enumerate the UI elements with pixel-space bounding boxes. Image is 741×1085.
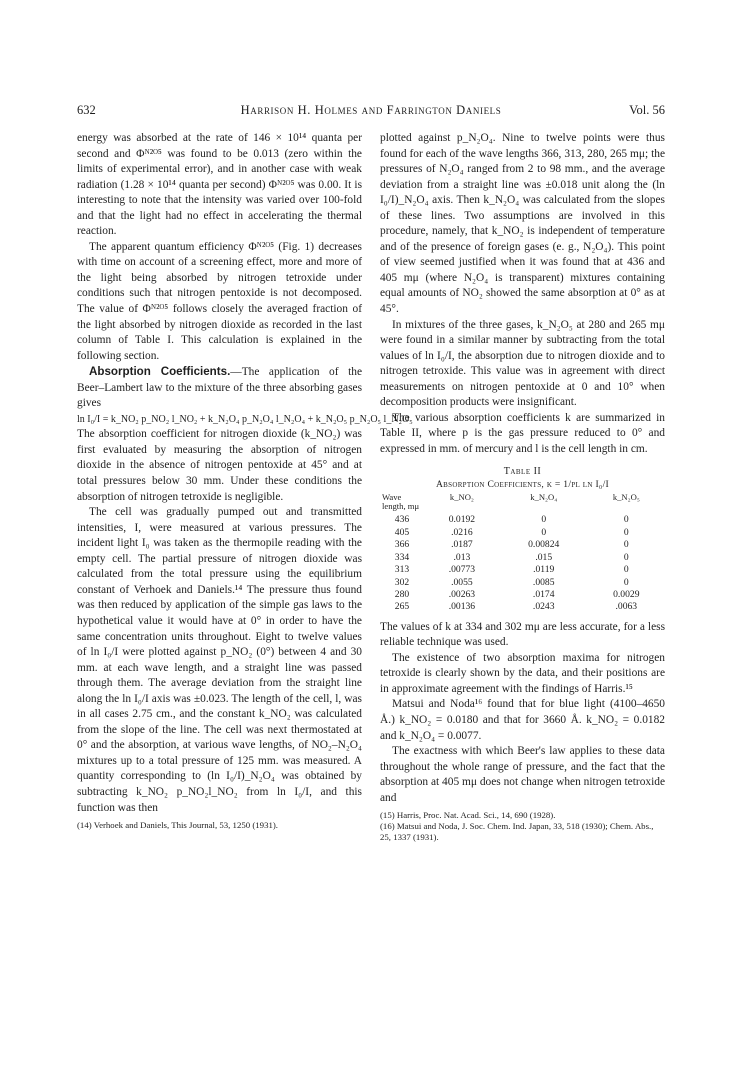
- table-cell: 366: [394, 539, 410, 551]
- table-cell: 0.0192: [448, 514, 476, 526]
- paragraph: The values of k at 334 and 302 mμ are less accurate, for a less reliable technique was used.: [380, 620, 665, 649]
- table-title: Table II: [503, 466, 542, 478]
- table-row: [380, 601, 665, 613]
- table-cell: .0119: [533, 564, 555, 576]
- column-header: k_NO₂: [449, 492, 474, 503]
- table-cell: 0: [623, 539, 629, 551]
- table-cell: .0216: [451, 526, 473, 538]
- table-cell: .015: [535, 551, 553, 563]
- right-column: [380, 131, 665, 843]
- section-paragraph: [77, 364, 362, 412]
- footnote: (16) Matsui and Noda, J. Soc. Chem. Ind. Japan, 33, 518 (1930); Chem. Abs., 25, 1337 (1931).: [380, 821, 654, 843]
- section-heading: Absorption Coefficients.: [89, 365, 231, 379]
- table-cell: 0: [623, 576, 629, 588]
- table-cell: 0: [541, 526, 547, 538]
- table-cell: 405: [394, 526, 410, 538]
- table-row: [380, 589, 665, 601]
- column-header: k_N₂O₅: [612, 492, 640, 503]
- paragraph: plotted against p_N₂O₄. Nine to twelve points were thus found for each of the wave lengths 366, 313, 280, 265 mμ; the pressures of N₂O₄ ranged from 2 to 98 mm., and the average deviation from a straight line was ±0.018 unit along the (ln I₀/I)_N₂O₄ axis. Then k_N₂O₄ was calculated from the slopes of these lines. Two assumptions are involved in this procedure, namely, that k_NO₂ is independent of temperature and of the presence of foreign gases (e. g., N₂O₄). This point of view seemed justified when it was found that at 436 and 405 mμ (where N₂O₄ is transparent) mixtures containing equal amounts of NO₂ showed the same absorption at 0° as at 45°.: [380, 132, 665, 316]
- table-cell: 0: [623, 564, 629, 576]
- table-row: [380, 564, 665, 576]
- table-row: [380, 577, 665, 589]
- volume-label: Vol. 56: [629, 103, 665, 117]
- table-cell: .0243: [532, 601, 555, 613]
- table-cell: .0055: [451, 576, 473, 588]
- table-cell: .00263: [448, 588, 476, 600]
- table-cell: .00136: [448, 601, 476, 613]
- table-row: [380, 527, 665, 539]
- paragraph: In mixtures of the three gases, k_N₂O₅ at 280 and 265 mμ were found in a similar manner by subtracting from the total values of ln I₀/I, the absorption due to nitrogen dioxide and to nitrogen tetroxide. This value was in agreement with direct measurements on nitrogen pentoxide at 0 and 10° when decomposition products were insignificant.: [380, 318, 665, 409]
- table-cell: .0085: [532, 576, 555, 588]
- paragraph: energy was absorbed at the rate of 146 × 10¹⁴ quanta per second and Φᴺ²ᴼ⁵ was found to be 0.013 (zero within the limits of experimental error), and in another case with weak radiation (1.28 × 10¹⁴ quanta per second) Φᴺ²ᴼ⁵ was 0.00. It is interesting to note that the intensity was varied over 100-fold and that the light had no effect in accelerating the thermal reaction.: [77, 132, 362, 238]
- table-cell: 436: [394, 514, 410, 526]
- paragraph: The absorption coefficient for nitrogen dioxide (k_NO₂) was first evaluated by measuring the absorption of nitrogen dioxide in the absence of nitrogen pentoxide at 45° and at total pressures below 30 mm. Under these conditions the absorption of nitrogen tetroxide is negligible.: [77, 428, 362, 503]
- page-number: 632: [77, 103, 96, 117]
- paragraph: The various absorption coefficients k are summarized in Table II, where p is the gas pressure reduced to 0° and expressed in mm. of mercury and l is the cell length in cm.: [380, 411, 665, 455]
- paragraph: The exactness with which Beer's law applies to these data throughout the whole range of pressure, and the fact that the absorption at 405 mμ does not change when nitrogen tetroxide and: [380, 745, 665, 804]
- section-heading-cont: —The application of: [230, 366, 339, 379]
- paragraph: The existence of two absorption maxima for nitrogen tetroxide is clearly shown by the data, and their positions are in approximate agreement with the findings of Harris.¹⁵: [380, 651, 665, 695]
- table-cell: .013: [453, 551, 471, 563]
- paragraph: The cell was gradually pumped out and transmitted intensities, I, were measured at various pressures. The incident light I₀ was taken as the thermopile reading with the empty cell. The partial pressure of nitrogen dioxide was calculated from the total pressure using the equilibrium constant of Verhoek and Daniels.¹⁴ The pressure thus found was then reduced by application of the simple gas laws to the hypothetical value it would have at 0° in order to have the same concentration units throughout. Eight to twelve values of ln I₀/I were plotted against p_NO₂ (0°) between 4 and 30 mm. at each wave length, and a straight line was passed through them. The average deviation from the straight line along the ln I₀/I axis was ±0.023. The length of the cell, l, was in all cases 2.75 cm., and the constant k_NO₂ was calculated from the slope of the line. The cell was next thermostated at 0° and the absorption, at various wave lengths, of NO₂–N₂O₄ mixtures up to a total pressure of 125 mm. was measured. A quantity corresponding to (ln I₀/I)_N₂O₄ was obtained by subtracting k_NO₂ p_NO₂l_NO₂ from ln I₀/I, and this function was then: [77, 506, 362, 814]
- paragraph: Matsui and Noda¹⁶ found that for blue light (4100–4650 Å.) k_NO₂ = 0.0180 and that for 3660 Å. k_NO₂ = 0.0182 and k_N₂O₄ = 0.0077.: [380, 698, 665, 742]
- table-cell: 0: [623, 526, 629, 538]
- column-header: Wave length, mμ: [382, 492, 420, 512]
- table-cell: 0.00824: [528, 539, 560, 551]
- table-cell: 0: [623, 514, 629, 526]
- table-cell: .0174: [532, 588, 555, 600]
- footnote: (14) Verhoek and Daniels, This Journal, 53, 1250 (1931).: [77, 820, 278, 831]
- table-row: [380, 539, 665, 551]
- paragraph: The apparent quantum efficiency Φᴺ²ᴼ⁵ (Fig. 1) decreases with time on account of a screening effect, more and more of the light being absorbed by nitrogen tetroxide under conditions such that nitrogen pentoxide is not decomposed. The value of Φᴺ²ᴼ⁵ follows closely the averaged fraction of the light absorbed by nitrogen dioxide as recorded in the last column of Table I. This calculation is explained in the following section.: [77, 240, 362, 362]
- running-title: Harrison H. Holmes and Farrington Daniels: [240, 103, 502, 117]
- column-header: k_N₂O₄: [530, 492, 558, 503]
- table-cell: 313: [394, 564, 410, 576]
- table-cell: 334: [394, 551, 410, 563]
- table-subtitle: Absorption Coefficients, k = 1/pl ln I₀/I: [435, 479, 610, 491]
- table-cell: 0: [623, 551, 629, 563]
- paragraph-text: the Beer–Lambert law to the mixture of the three absorbing gases gives: [77, 366, 362, 410]
- table-cell: 0.0029: [613, 588, 640, 600]
- table-cell: .0063: [615, 601, 638, 613]
- table-cell: 280: [394, 588, 410, 600]
- table-cell: .0187: [451, 539, 473, 551]
- table-cell: 0: [541, 514, 547, 526]
- equation: ln I₀/I = k_NO₂ p_NO₂ l_NO₂ + k_N₂O₄ p_N₂O₄ l_N₂O₄ + k_N₂O₅ p_N₂O₅ l_N₂O₅: [77, 413, 413, 425]
- absorption-table: [380, 493, 665, 613]
- table-cell: 265: [394, 601, 410, 613]
- table-cell: 302: [394, 576, 410, 588]
- footnote: (15) Harris, Proc. Nat. Acad. Sci., 14, 690 (1928).: [380, 810, 556, 821]
- table-cell: .00773: [448, 564, 476, 576]
- table-row: [380, 514, 665, 526]
- table-header-row: [380, 493, 665, 514]
- table-row: [380, 552, 665, 564]
